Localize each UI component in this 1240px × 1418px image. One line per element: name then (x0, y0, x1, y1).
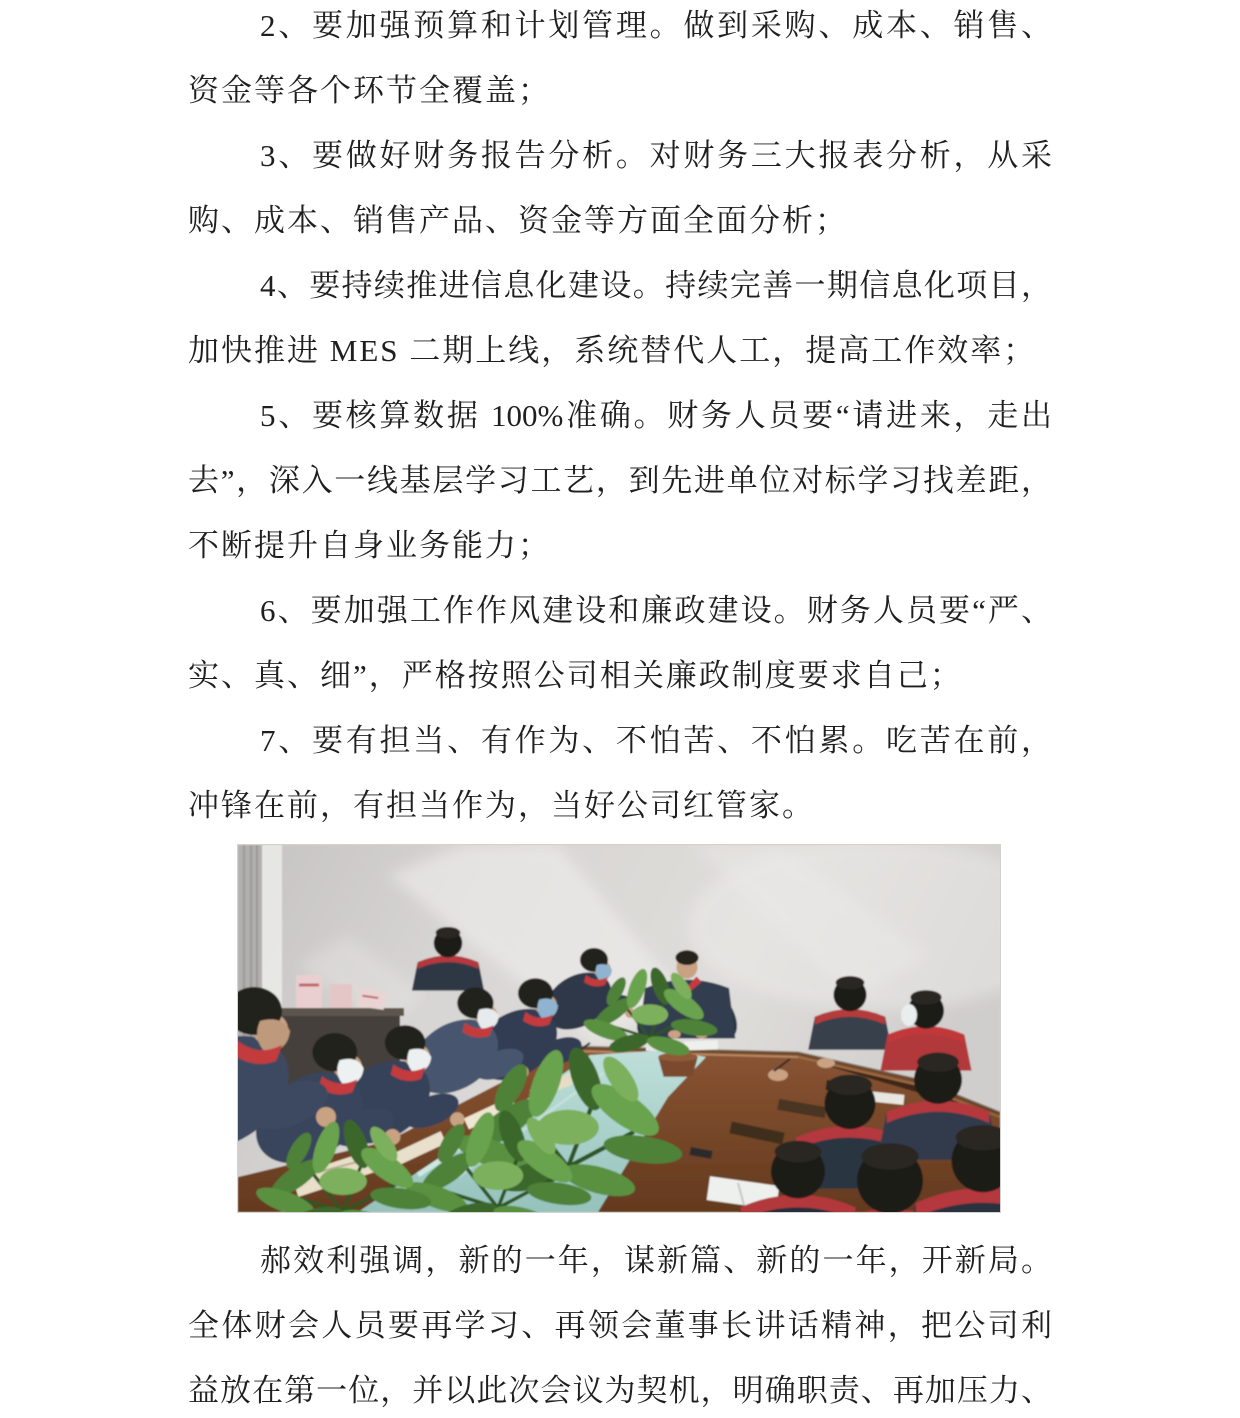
paragraph-line: 5、要核算数据 100%准确。财务人员要“请进来，走出 (260, 398, 1052, 433)
meeting-photo (238, 845, 1000, 1212)
paragraph-line: 全体财会人员要再学习、再领会董事长讲话精神，把公司利 (188, 1308, 1052, 1343)
paragraph-line: 购、成本、销售产品、资金等方面全面分析； (188, 203, 848, 238)
paragraph-line: 郝效利强调，新的一年，谋新篇、新的一年，开新局。 (260, 1243, 1052, 1278)
paragraph-line: 不断提升自身业务能力； (188, 528, 551, 563)
paragraph-line: 冲锋在前，有担当作为，当好公司红管家。 (188, 788, 815, 823)
paragraph-line: 3、要做好财务报告分析。对财务三大报表分析，从采 (260, 138, 1052, 173)
paragraph-line: 7、要有担当、有作为、不怕苦、不怕累。吃苦在前， (260, 723, 1052, 758)
paragraph-line: 6、要加强工作作风建设和廉政建设。财务人员要“严、 (260, 593, 1052, 628)
face-mask (901, 1004, 917, 1026)
paragraph-line: 资金等各个环节全覆盖； (188, 73, 551, 108)
paragraph-line: 加快推进 MES 二期上线，系统替代人工，提高工作效率； (188, 333, 1037, 368)
paragraph-line: 4、要持续推进信息化建设。持续完善一期信息化项目， (260, 268, 1052, 303)
paragraph-line: 去”，深入一线基层学习工艺，到先进单位对标学习找差距， (188, 463, 1052, 498)
paragraph-line: 2、要加强预算和计划管理。做到采购、成本、销售、 (260, 8, 1052, 43)
paragraph-line: 益放在第一位，并以此次会议为契机，明确职责、再加压力、 (188, 1373, 1052, 1408)
paragraph-line: 实、真、细”，严格按照公司相关廉政制度要求自己； (188, 658, 963, 693)
